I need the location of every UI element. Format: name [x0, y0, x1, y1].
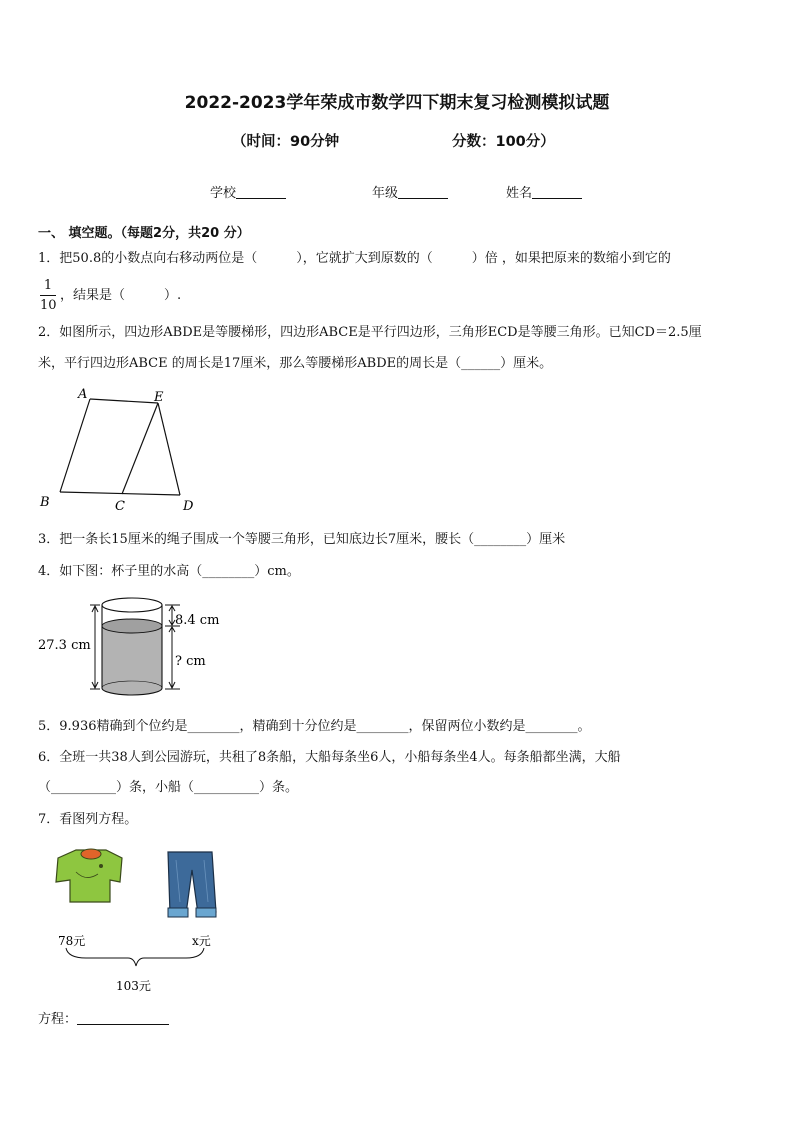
fraction-denominator: 10 — [40, 298, 57, 313]
cup-total-height: 27.3 cm — [38, 638, 91, 653]
exam-score: 分数：100分） — [452, 134, 555, 150]
shirt-price: 78元 — [58, 934, 86, 948]
edge-ed — [158, 403, 180, 495]
equation-field[interactable] — [38, 1010, 169, 1029]
question-6-line-2: （__________）条，小船（__________）条。 — [38, 780, 299, 795]
name-field[interactable] — [506, 182, 582, 201]
grade-label: 年级 — [372, 186, 399, 201]
fraction-one-tenth — [40, 278, 56, 313]
question-4: 4．如下图：杯子里的水高（________）cm。 — [38, 564, 300, 579]
edge-ec — [122, 403, 158, 494]
cup-figure — [30, 592, 260, 698]
fraction-numerator: 1 — [43, 278, 53, 293]
cup-water-height: ? cm — [175, 654, 206, 669]
label-a: A — [78, 387, 88, 402]
pants-icon — [168, 852, 216, 917]
grade-blank[interactable] — [398, 184, 448, 199]
label-b: B — [40, 495, 50, 510]
question-7: 7．看图列方程。 — [38, 812, 138, 827]
clothes-figure — [36, 842, 236, 1002]
edge-bd — [60, 492, 180, 495]
label-e: E — [154, 390, 164, 405]
school-field[interactable] — [210, 182, 286, 201]
school-blank[interactable] — [236, 184, 286, 199]
question-3: 3．把一条长15厘米的绳子围成一个等腰三角形，已知底边长7厘米，腰长（________）厘米 — [38, 532, 566, 547]
question-2-line-1: 2．如图所示，四边形ABDE是等腰梯形，四边形ABCE是平行四边形，三角形ECD是等腰三角形。已知CD＝2.5厘 — [38, 325, 702, 340]
exam-time: （时间：90分钟 — [232, 134, 340, 150]
shirt-icon — [56, 849, 122, 902]
school-label: 学校 — [210, 186, 237, 201]
trapezoid-figure — [30, 382, 220, 517]
question-1-line-1: 1．把50.8的小数点向右移动两位是（ ），它就扩大到原数的（ ）倍 ，如果把原来的数缩小到它的 — [38, 251, 671, 266]
page-title: 2022-2023学年荣成市数学四下期末复习检测模拟试题 — [184, 93, 610, 113]
label-c: C — [115, 499, 125, 514]
edge-ae — [90, 399, 158, 403]
equation-blank[interactable] — [77, 1010, 169, 1025]
cup-top-height: 8.4 cm — [175, 613, 220, 628]
question-2-line-2: 米，平行四边形ABCE 的周长是17厘米，那么等腰梯形ABDE的周长是（______）厘米。 — [38, 356, 553, 371]
equation-label: 方程： — [38, 1012, 78, 1027]
label-d: D — [183, 499, 194, 514]
name-label: 姓名 — [506, 186, 533, 201]
question-5: 5．9.936精确到个位约是________，精确到十分位约是________，保留两位小数约是________。 — [38, 719, 591, 734]
name-blank[interactable] — [532, 184, 582, 199]
grade-field[interactable] — [372, 182, 448, 201]
section-heading: 一、 填空题。（每题2分，共20 分） — [38, 226, 250, 241]
question-6-line-1: 6．全班一共38人到公园游玩，共租了8条船，大船每条坐6人，小船每条坐4人。每条船都坐满，大船 — [38, 750, 621, 765]
edge-ab — [60, 399, 90, 492]
question-1-line-2: ，结果是（ ）. — [60, 288, 182, 303]
total-price: 103元 — [116, 979, 151, 993]
pants-price: x元 — [192, 934, 211, 948]
